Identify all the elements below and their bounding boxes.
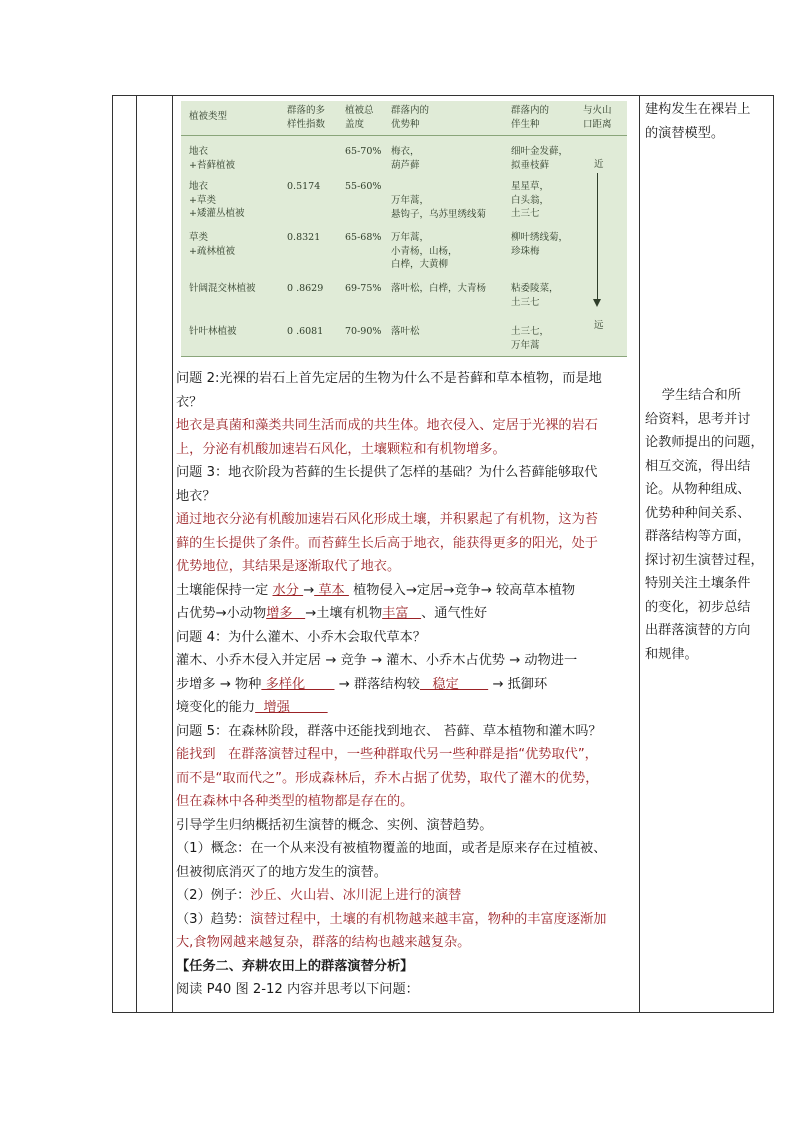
example-line	[176, 884, 634, 908]
side-mid-line-2: 给资料，思考并讨	[645, 411, 751, 427]
blank-herb: 草本	[314, 582, 349, 598]
question-2-cont: 衣？	[176, 394, 203, 410]
row2-companion: 星星草， 白头翁， 土三七	[511, 181, 550, 219]
row1-type: 地衣 +苔藓植被	[189, 146, 235, 171]
row4-companion: 粘委陵菜， 土三七	[511, 283, 559, 308]
side-mid-line-12: 和规律。	[645, 646, 698, 662]
shrub-line-2	[176, 673, 634, 697]
blank-water: 水分	[272, 582, 304, 598]
guide-line: 引导学生归纳概括初生演替的概念、实例、演替趋势。	[176, 817, 493, 833]
shrub-line-3	[176, 696, 634, 720]
question-3: 问题 3：地衣阶段为苔藓的生长提供了怎样的基础？为什么苔藓能够取代	[176, 465, 598, 480]
row5-companion: 土三七， 万年蒿	[511, 326, 550, 351]
vegetation-table-bottom-rule	[181, 356, 627, 357]
vegetation-table	[181, 101, 627, 357]
row5-dominant: 落叶松	[391, 326, 420, 337]
task-2-heading: 【任务二、弃耕农田上的群落演替分析】	[176, 958, 414, 974]
row3-companion: 柳叶绣线菊， 珍珠梅	[511, 232, 569, 257]
answer-5-line3: 但在森林中各种类型的植物都是存在的。	[176, 794, 414, 809]
column-divider-1	[136, 95, 137, 1013]
soil2-text-c: →土壤有机物	[305, 606, 383, 621]
side-note-activity	[645, 384, 769, 666]
question-3-cont: 地衣？	[176, 488, 216, 504]
row2-type: 地衣 +草类 +矮灌丛植被	[189, 181, 245, 219]
side-top-line-1: 建构发生在裸岩上	[645, 102, 751, 117]
header-companion: 群落内的 伴生种	[511, 105, 550, 130]
row4-dominant: 落叶松，白桦，大青杨	[391, 283, 487, 294]
soil2-text-a: 占优势→小动物	[176, 606, 267, 621]
row2-dominant: 万年蒿， 悬钩子，乌苏里绣线菊	[391, 195, 487, 220]
row3-type: 草类 +疏林植被	[189, 232, 235, 257]
concept-label: （1）概念：	[176, 841, 251, 856]
near-label: 近	[594, 159, 604, 170]
example-label: （2）例子：	[176, 888, 251, 903]
question-2: 问题 2:光裸的岩石上首先定居的生物为什么不是苔藓和草本植物，而是地	[176, 371, 602, 386]
column-divider-2	[172, 95, 173, 1013]
side-mid-line-11: 出群落演替的方向	[645, 623, 751, 638]
shrub2-text-e: → 抵御环	[488, 676, 548, 692]
header-index: 群落的多 样性指数	[287, 105, 326, 130]
question-4: 问题 4：为什么灌木、小乔木会取代草本？	[176, 629, 426, 645]
blank-rich: 丰富	[382, 606, 422, 621]
row3-index: 0.8321	[287, 232, 321, 243]
blank-increase: 增多	[266, 606, 306, 621]
question-5: 问题 5：在森林阶段，群落中还能找到地衣、 苔藓、草本植物和灌木吗？	[176, 723, 602, 739]
blank-stable: 稳定	[419, 676, 489, 692]
side-mid-line-6: 优势种种间关系、	[645, 505, 751, 521]
trend-line-2: 大,食物网越来越复杂，群落的结构也越来越复杂。	[176, 935, 471, 950]
far-label: 远	[594, 320, 604, 331]
header-cover: 植被总 盖度	[345, 105, 374, 130]
row3-dominant: 万年蒿， 小青杨，山杨， 白桦，大黄柳	[391, 232, 458, 270]
concept-line-2: 但被彻底消灭了的地方发生的演替。	[176, 864, 387, 880]
row1-companion: 细叶金发藓， 拟垂枝藓	[511, 146, 569, 171]
concept-text-1: 在一个从来没有被植物覆盖的地面，或者是原来存在过植被、	[250, 841, 607, 856]
answer-3-line1: 通过地衣分泌有机酸加速岩石风化形成土壤，并积累起了有机物，这为苔	[176, 512, 598, 527]
row4-type: 针阔混交林植被	[189, 283, 256, 294]
side-mid-line-8: 探讨初生演替过程，	[645, 552, 764, 568]
answer-5-line1: 能找到 在群落演替过程中，一些种群取代另一些种群是指“优势取代”，	[176, 747, 598, 762]
header-type: 植被类型	[189, 111, 228, 122]
side-mid-line-3: 论教师提出的问题，	[645, 435, 764, 450]
row2-cover: 55-60%	[345, 181, 382, 192]
answer-2-line1: 地衣是真菌和藻类共同生活而成的共生体。地衣侵入、定居于光裸的岩石	[176, 418, 598, 433]
soil2-text-e: 、通气性好	[421, 606, 488, 621]
row1-cover: 65-70%	[345, 146, 382, 157]
side-mid-line-9: 特别关注土壤条件	[645, 576, 751, 591]
row5-type: 针叶林植被	[189, 326, 237, 337]
blank-enhanced: 增强	[255, 700, 328, 715]
trend-label: （3）趋势：	[176, 911, 251, 927]
concept-line-1	[176, 837, 634, 861]
soil-line-2	[176, 602, 634, 626]
soil-line-1	[176, 579, 634, 603]
answer-3-line3: 优势地位，其结果是逐渐取代了地衣。	[176, 559, 401, 574]
shrub-line-1: 灌木、小乔木侵入并定居 → 竞争 → 灌木、小乔木占优势 → 动物进一	[176, 653, 578, 668]
header-distance: 与火山 口距离	[583, 105, 612, 130]
answer-3-line2: 藓的生长提供了条件。而苔藓生长后高于地衣，能获得更多的阳光，处于	[176, 535, 598, 551]
row4-index: 0 .8629	[287, 283, 324, 294]
shrub3-text-a: 境变化的能力	[176, 700, 256, 715]
row4-cover: 69-75%	[345, 283, 382, 294]
column-divider-3	[639, 95, 640, 1013]
trend-line-1	[176, 908, 634, 932]
row3-cover: 65-68%	[345, 232, 382, 243]
example-text: 沙丘、火山岩、冰川泥上进行的演替	[250, 888, 462, 903]
soil1-text-a: 土壤能保持一定	[176, 582, 273, 598]
answer-2-line2: 上，分泌有机酸加速岩石风化，土壤颗粒和有机物增多。	[176, 441, 506, 457]
side-mid-line-10: 的变化，初步总结	[645, 599, 751, 615]
read-instruction: 阅读 P40 图 2-12 内容并思考以下问题：	[176, 982, 419, 997]
answer-5-line2: 而不是“取而代之”。形成森林后，乔木占据了优势，取代了灌木的优势，	[176, 770, 599, 786]
side-top-line-2: 的演替模型。	[645, 125, 725, 141]
side-mid-line-4: 相互交流，得出结	[645, 458, 751, 474]
distance-arrow-line	[597, 173, 598, 301]
distance-arrow-head	[593, 299, 601, 307]
side-mid-line-7: 群落结构等方面，	[645, 529, 751, 544]
soil1-text-e: 植物侵入→定居→竞争→ 较高草本植物	[348, 582, 576, 598]
row2-index: 0.5174	[287, 181, 321, 192]
shrub2-text-a: 步增多 → 物种	[176, 676, 262, 692]
row1-dominant: 梅衣， 葫芦藓	[391, 146, 420, 171]
row5-index: 0 .6081	[287, 326, 324, 337]
row5-cover: 70-90%	[345, 326, 382, 337]
blank-diversity: 多样化	[261, 676, 335, 692]
shrub2-text-c: → 群落结构较	[334, 676, 420, 692]
trend-text-1: 演替过程中，土壤的有机物越来越丰富，物种的丰富度逐渐加	[250, 911, 607, 927]
main-column	[176, 101, 634, 1002]
side-mid-line-5: 论。从物种组成、	[645, 482, 751, 497]
side-note-top	[645, 98, 769, 145]
header-dominant: 群落内的 优势种	[391, 105, 430, 130]
soil1-arrow: →	[303, 582, 315, 598]
side-mid-line-1: 学生结合和所	[645, 388, 741, 403]
